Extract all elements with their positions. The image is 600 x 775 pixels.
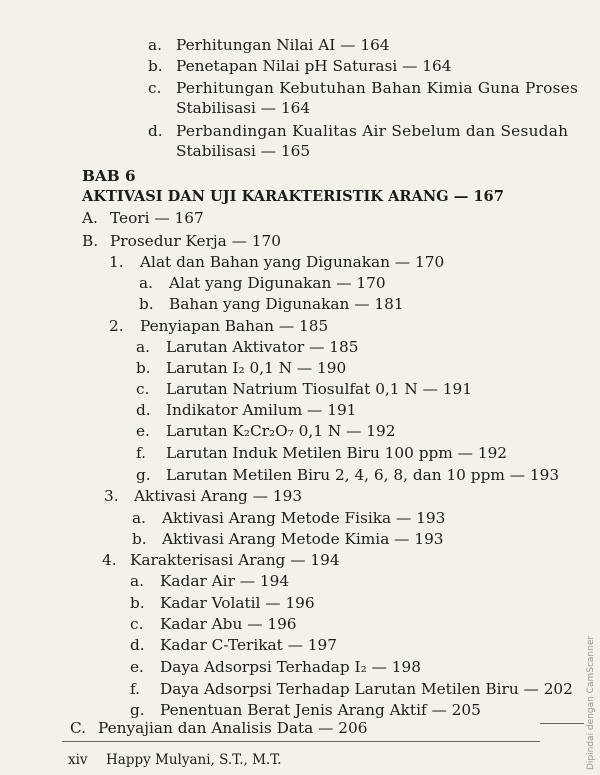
toc-entry: Indikator Amilum — 191 (166, 401, 357, 419)
page-number: xiv (68, 752, 88, 768)
subsection-label: 2. (109, 317, 124, 335)
toc-label: d. (136, 401, 151, 419)
subsection-label: 1. (109, 253, 124, 271)
toc-entry-continuation: Stabilisasi — 165 (176, 142, 311, 160)
toc-label: e. (136, 422, 150, 440)
footer-rule-short (540, 723, 584, 724)
toc-label: e. (130, 658, 144, 676)
subsection-label: 4. (102, 551, 117, 569)
toc-label: g. (130, 701, 145, 719)
toc-label: f. (130, 680, 140, 698)
toc-label: b. (148, 57, 163, 75)
author-name: Happy Mulyani, S.T., M.T. (106, 752, 282, 768)
toc-entry: Kadar Abu — 196 (160, 615, 297, 633)
toc-label: b. (139, 295, 154, 313)
toc-label: a. (148, 36, 162, 54)
toc-label: b. (132, 530, 147, 548)
toc-entry: Daya Adsorpsi Terhadap I₂ — 198 (160, 658, 421, 676)
toc-entry: Kadar Volatil — 196 (160, 594, 315, 612)
toc-entry: Larutan Aktivator — 185 (166, 338, 359, 356)
scanner-watermark: Dipindai dengan CamScanner (586, 635, 596, 770)
toc-label: a. (130, 572, 144, 590)
toc-entry: Penetapan Nilai pH Saturasi — 164 (176, 57, 452, 75)
toc-entry: Perhitungan Kebutuhan Bahan Kimia Guna Proses (176, 79, 579, 97)
toc-entry: Bahan yang Digunakan — 181 (169, 295, 404, 313)
toc-label: d. (148, 122, 163, 140)
toc-entry: Larutan Metilen Biru 2, 4, 6, 8, dan 10 ppm — 193 (166, 466, 560, 484)
toc-entry: Larutan Induk Metilen Biru 100 ppm — 192 (166, 444, 508, 462)
toc-entry: Alat yang Digunakan — 170 (169, 274, 386, 292)
toc-label: b. (130, 594, 145, 612)
toc-label: a. (136, 338, 150, 356)
toc-label: a. (132, 509, 146, 527)
toc-entry: Larutan K₂Cr₂O₇ 0,1 N — 192 (166, 422, 396, 440)
section-label: B. (82, 232, 99, 250)
section-b-entry: Prosedur Kerja — 170 (110, 232, 281, 250)
footer-rule (62, 741, 540, 742)
subsection-entry: Karakterisasi Arang — 194 (130, 551, 340, 569)
toc-entry: Kadar C-Terikat — 197 (160, 636, 337, 654)
toc-label: f. (136, 444, 146, 462)
section-label: C. (70, 719, 87, 737)
chapter-title: AKTIVASI DAN UJI KARAKTERISTIK ARANG — 167 (82, 188, 504, 205)
toc-label: a. (139, 274, 153, 292)
section-c-entry: Penyajian dan Analisis Data — 206 (98, 719, 368, 737)
toc-label: c. (148, 79, 162, 97)
chapter-number: BAB 6 (82, 167, 136, 185)
toc-label: c. (136, 380, 150, 398)
toc-label: d. (130, 636, 145, 654)
toc-entry: Perbandingan Kualitas Air Sebelum dan Sesudah (176, 122, 569, 140)
subsection-entry: Alat dan Bahan yang Digunakan — 170 (140, 253, 445, 271)
toc-entry: Daya Adsorpsi Terhadap Larutan Metilen Biru — 202 (160, 680, 573, 698)
subsection-entry: Penyiapan Bahan — 185 (140, 317, 329, 335)
subsection-label: 3. (104, 487, 119, 505)
toc-entry: Larutan Natrium Tiosulfat 0,1 N — 191 (166, 380, 472, 398)
toc-entry: Aktivasi Arang Metode Fisika — 193 (162, 509, 446, 527)
section-a-entry: Teori — 167 (110, 209, 204, 227)
toc-entry-continuation: Stabilisasi — 164 (176, 99, 311, 117)
toc-label: g. (136, 466, 151, 484)
toc-entry: Perhitungan Nilai AI — 164 (176, 36, 390, 54)
toc-entry: Aktivasi Arang Metode Kimia — 193 (162, 530, 444, 548)
toc-entry: Kadar Air — 194 (160, 572, 290, 590)
toc-label: b. (136, 359, 151, 377)
toc-label: c. (130, 615, 144, 633)
toc-entry: Larutan I₂ 0,1 N — 190 (166, 359, 347, 377)
subsection-entry: Aktivasi Arang — 193 (134, 487, 303, 505)
toc-entry: Penentuan Berat Jenis Arang Aktif — 205 (160, 701, 481, 719)
section-label: A. (82, 209, 98, 227)
